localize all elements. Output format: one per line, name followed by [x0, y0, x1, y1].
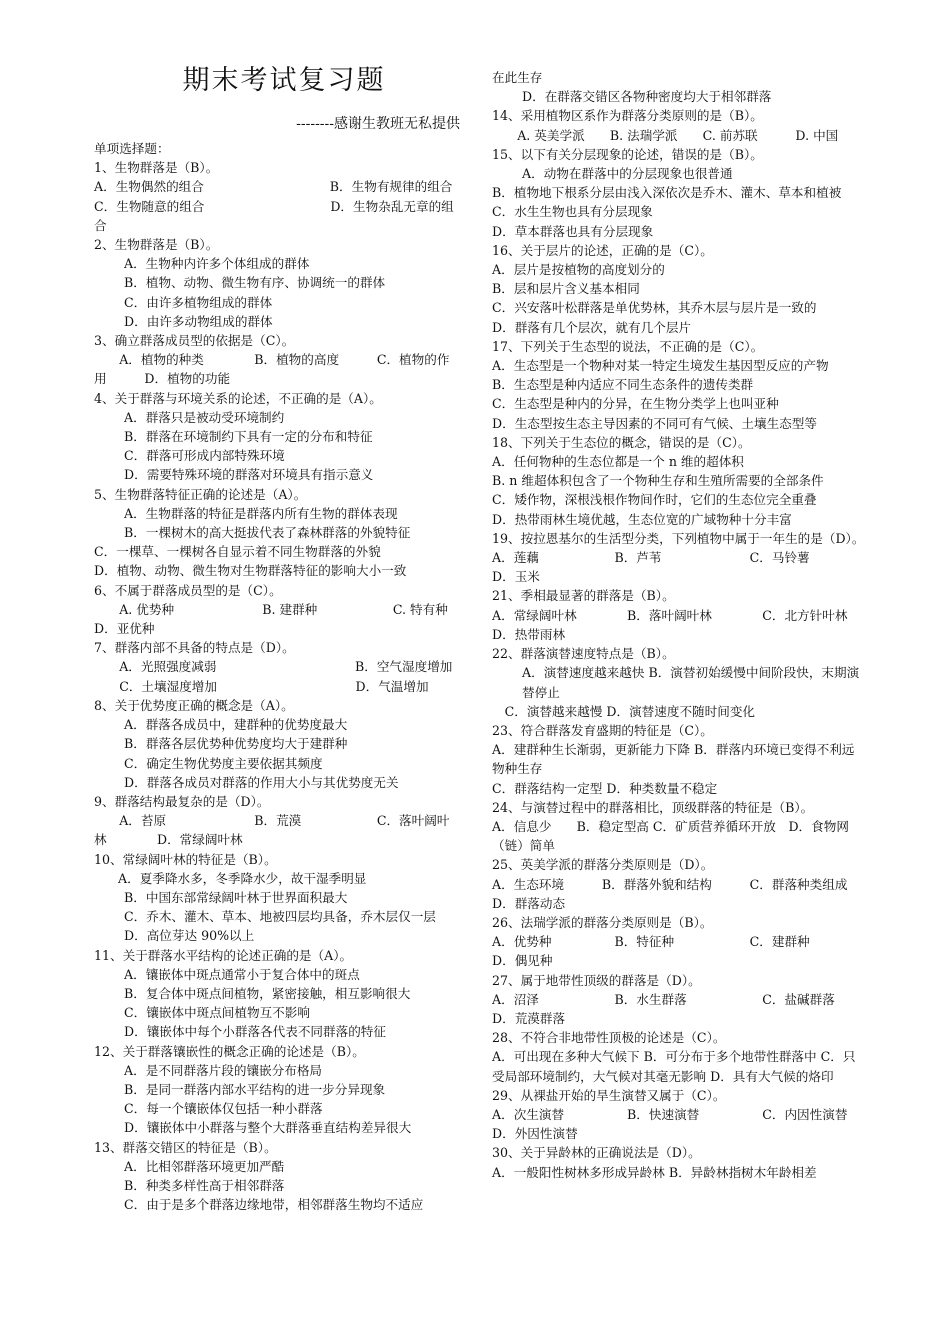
text-line: C．一棵草、一棵树各自显示着不同生物群落的外貌: [94, 544, 381, 560]
text-line: 在此生存: [492, 70, 543, 85]
text-line: A．群落各成员中，建群种的优势度最大: [124, 717, 348, 733]
text-line: 1、生物群落是（B）。: [94, 160, 219, 176]
text-line: 19、按拉恩基尔的生活型分类，下列植物中属于一年生的是（D）。: [492, 530, 865, 546]
text-line: A．次生演替 B．快速演替 C．内因性演替 D．外因性演替: [492, 1106, 886, 1142]
text-line: A．比相邻群落环境更加严酷: [124, 1158, 285, 1174]
text-line: D．群落各成员对群落的作用大小与其优势度无关: [124, 774, 399, 790]
text-line: C．乔木、灌木、草本、地被四层均具备，乔木层仅一层: [124, 909, 436, 925]
text-line: C．土壤湿度增加 D．气温增加: [94, 678, 429, 694]
text-line: C．矮作物，深根浅根作物间作时，它们的生态位完全重叠: [492, 492, 817, 508]
text-line: 4、关于群落与环境关系的论述，不正确的是（A）。: [94, 390, 382, 406]
text-line: 15、以下有关分层现象的论述，错误的是（B）。: [492, 146, 763, 162]
text-line: 22、群落演替速度特点是（B）。: [492, 646, 675, 662]
text-line: 3、确立群落成员型的依据是（C）。: [94, 333, 295, 349]
text-line: A．是不同群落片段的镶嵌分布格局: [124, 1062, 323, 1078]
text-line: 26、法瑞学派的群落分类原则是（B）。: [492, 914, 713, 930]
text-line: 18、下列关于生态位的概念，错误的是（C）。: [492, 434, 751, 450]
text-line: B．植物地下根系分层由浅入深依次是乔木、灌木、草本和植被: [492, 185, 842, 201]
text-line: D．生态型按生态主导因素的不同可有气候、土壤生态型等: [492, 415, 817, 431]
text-line: 17、下列关于生态型的说法，不正确的是（C）。: [492, 338, 764, 354]
text-line: A．生物种内许多个体组成的群体: [124, 256, 310, 272]
text-line: B. n 维超体积包含了一个物种生存和生殖所需要的全部条件: [492, 473, 824, 489]
text-line: D．植物、动物、微生物对生物群落特征的影响大小一致: [94, 563, 407, 579]
text-line: A．优势种 B．特征种 C．建群种 D．偶见种: [492, 934, 848, 969]
text-line: C．群落可形成内部特殊环境: [124, 448, 285, 464]
text-line: A．动物在群落中的分层现象也很普通: [522, 166, 733, 182]
text-line: C．演替越来越慢 D．演替速度不随时间变化: [492, 703, 756, 719]
text-line: B．群落在环境制约下具有一定的分布和特征: [124, 429, 373, 445]
text-line: D．群落有几个层次，就有几个层片: [492, 319, 692, 335]
text-line: C．确定生物优势度主要依据其频度: [124, 755, 323, 771]
text-line: 6、不属于群落成员型的是（C）。: [94, 582, 282, 598]
credit-line: --------感谢生教班无私提供: [296, 116, 460, 132]
text-line: B．层和层片含义基本相同: [492, 281, 640, 297]
text-line: D．草本群落也具有分层现象: [492, 223, 654, 239]
text-line: D．由许多动物组成的群体: [124, 313, 273, 329]
text-line: 23、符合群落发育盛期的特征是（C）。: [492, 722, 713, 738]
right-column: [492, 0, 886, 1182]
text-line: C．兴安落叶松群落是单优势林，其乔木层与层片是一致的: [492, 300, 817, 316]
text-line: B．种类多样性高于相邻群落: [124, 1177, 285, 1193]
text-line: 30、关于异龄林的正确说法是（D）。: [492, 1145, 701, 1161]
text-line: C．生态型是种内的分异，在生物分类学上也叫亚种: [492, 396, 779, 412]
text-line: A．夏季降水多，冬季降水少，故干湿季明显: [118, 870, 367, 886]
text-line: D．高位芽达 90%以上: [124, 928, 255, 944]
text-line: C．由许多植物组成的群体: [124, 294, 273, 310]
text-line: A．沼泽 B．水生群落 C．盐碱群落 D．荒漠群落: [492, 991, 861, 1026]
text-line: A．可出现在多种大气候下 B．可分布于多个地带性群落中 C．只受局部环境制约，大气候对其毫无影响 D．具有大气候的烙印: [492, 1049, 856, 1084]
text-line: 8、关于优势度正确的概念是（A）。: [94, 697, 294, 713]
text-line: C．镶嵌体中斑点间植物互不影响: [124, 1005, 310, 1021]
text-line: D．镶嵌体中每个小群落各代表不同群落的特征: [124, 1024, 386, 1040]
text-line: D．需要特殊环境的群落对环境具有指示意义: [124, 467, 374, 483]
text-line: A. 英美学派 B. 法瑞学派 C. 前苏联 D. 中国: [492, 127, 839, 143]
text-line: A．常绿阔叶林 B．落叶阔叶林 C．北方针叶林 D．热带雨林: [492, 607, 886, 642]
text-line: 9、群落结构最复杂的是（D）。: [94, 793, 270, 809]
text-line: 12、关于群落镶嵌性的概念正确的论述是（B）。: [94, 1043, 365, 1059]
text-line: A．苔原 B．荒漠 C．落叶阔叶林 D．常绿阔叶林: [94, 813, 450, 848]
text-line: A．任何物种的生态位都是一个 n 维的超体积: [492, 454, 744, 470]
text-line: A．生态环境 B．群落外貌和结构 C．群落种类组成 D．群落动态: [492, 876, 886, 911]
text-line: 21、季相最显著的群落是（B）。: [492, 588, 675, 604]
text-line: 16、关于层片的论述，正确的是（C）。: [492, 242, 713, 258]
text-line: 2、生物群落是（B）。: [94, 237, 219, 253]
text-line: 10、常绿阔叶林的特征是（B）。: [94, 851, 277, 867]
text-line: C．由于是多个群落边缘地带，相邻群落生物均不适应: [124, 1197, 424, 1213]
text-line: A. 优势种 B. 建群种 C. 特有种 D．亚优种: [94, 601, 499, 637]
text-line: B．中国东部常绿阔叶林于世界面积最大: [124, 889, 348, 905]
text-line: 13、群落交错区的特征是（B）。: [94, 1139, 277, 1155]
text-line: A．信息少 B．稳定型高 C．矿质营养循环开放 D．食物网（链）简单: [492, 818, 849, 854]
document-title: 期末考试复习题: [182, 65, 386, 96]
text-line: A．层片是按植物的高度划分的: [492, 262, 665, 278]
text-line: D．热带雨林生境优越，生态位宽的广域物种十分丰富: [492, 511, 792, 527]
text-line: 27、属于地带性顶级的群落是（D）。: [492, 972, 701, 988]
text-line: 29、从裸盐开始的旱生演替又属于（C）。: [492, 1087, 726, 1103]
text-line: 24、与演替过程中的群落相比，顶级群落的特征是（B）。: [492, 799, 814, 815]
left-column: [94, 0, 499, 1214]
text-line: 7、群落内部不具备的特点是（D）。: [94, 640, 295, 656]
text-line: A．莲藕 B．芦苇 C．马铃薯 D．玉米: [492, 550, 848, 585]
text-line: B．复合体中斑点间植物，紧密接触，相互影响很大: [124, 985, 411, 1001]
text-line: D．在群落交错区各物种密度均大于相邻群落: [522, 89, 772, 105]
right-question-list: [492, 68, 886, 1182]
text-line: A．群落只是被动受环境制约: [124, 409, 285, 425]
text-line: C．生物随意的组合 D．生物杂乱无章的组合: [94, 198, 454, 233]
text-line: A．建群种生长渐弱，更新能力下降 B．群落内环境已变得不利远物种生存: [492, 742, 855, 777]
text-line: A．光照强度减弱 B．空气湿度增加: [94, 659, 453, 675]
text-line: B．群落各层优势种优势度均大于建群种: [124, 736, 348, 752]
text-line: C．水生生物也具有分层现象: [492, 204, 653, 220]
section-label: 单项选择题：: [94, 141, 170, 156]
text-line: 14、采用植物区系作为群落分类原则的是（B）。: [492, 108, 763, 124]
text-line: B．一棵树木的高大挺拔代表了森林群落的外貌特征: [124, 525, 411, 541]
text-line: B．植物、动物、微生物有序、协调统一的群体: [124, 275, 386, 291]
text-line: 25、英美学派的群落分类原则是（D）。: [492, 857, 714, 873]
text-line: A．镶嵌体中斑点通常小于复合体中的斑点: [124, 966, 360, 982]
text-line: 28、不符合非地带性顶极的论述是（C）。: [492, 1030, 726, 1046]
text-line: D．镶嵌体中小群落与整个大群落垂直结构差异很大: [124, 1120, 412, 1136]
text-line: A．生物偶然的组合 B．生物有规律的组合: [94, 179, 453, 195]
text-line: A．演替速度越来越快 B．演替初始缓慢中间阶段快，末期演替停止: [522, 665, 860, 700]
text-line: 5、生物群落特征正确的论述是（A）。: [94, 486, 307, 502]
text-line: A．生物群落的特征是群落内所有生物的群体表现: [124, 505, 398, 521]
text-line: B．生态型是种内适应不同生态条件的遗传类群: [492, 377, 754, 393]
text-line: A．生态型是一个物种对某一特定生境发生基因型反应的产物: [492, 358, 829, 374]
left-question-list: [94, 158, 499, 1214]
text-line: B．是同一群落内部水平结构的进一步分异现象: [124, 1081, 386, 1097]
text-line: 11、关于群落水平结构的论述正确的是（A）。: [94, 947, 353, 963]
text-line: A．一般阳性树林多形成异龄林 B．异龄林指树木年龄相差: [492, 1164, 817, 1180]
text-line: C．群落结构一定型 D．种类数量不稳定: [492, 780, 718, 796]
text-line: C．每一个镶嵌体仅包括一种小群落: [124, 1101, 323, 1117]
text-line: A．植物的种类 B．植物的高度 C．植物的作用 D．植物的功能: [94, 352, 450, 387]
